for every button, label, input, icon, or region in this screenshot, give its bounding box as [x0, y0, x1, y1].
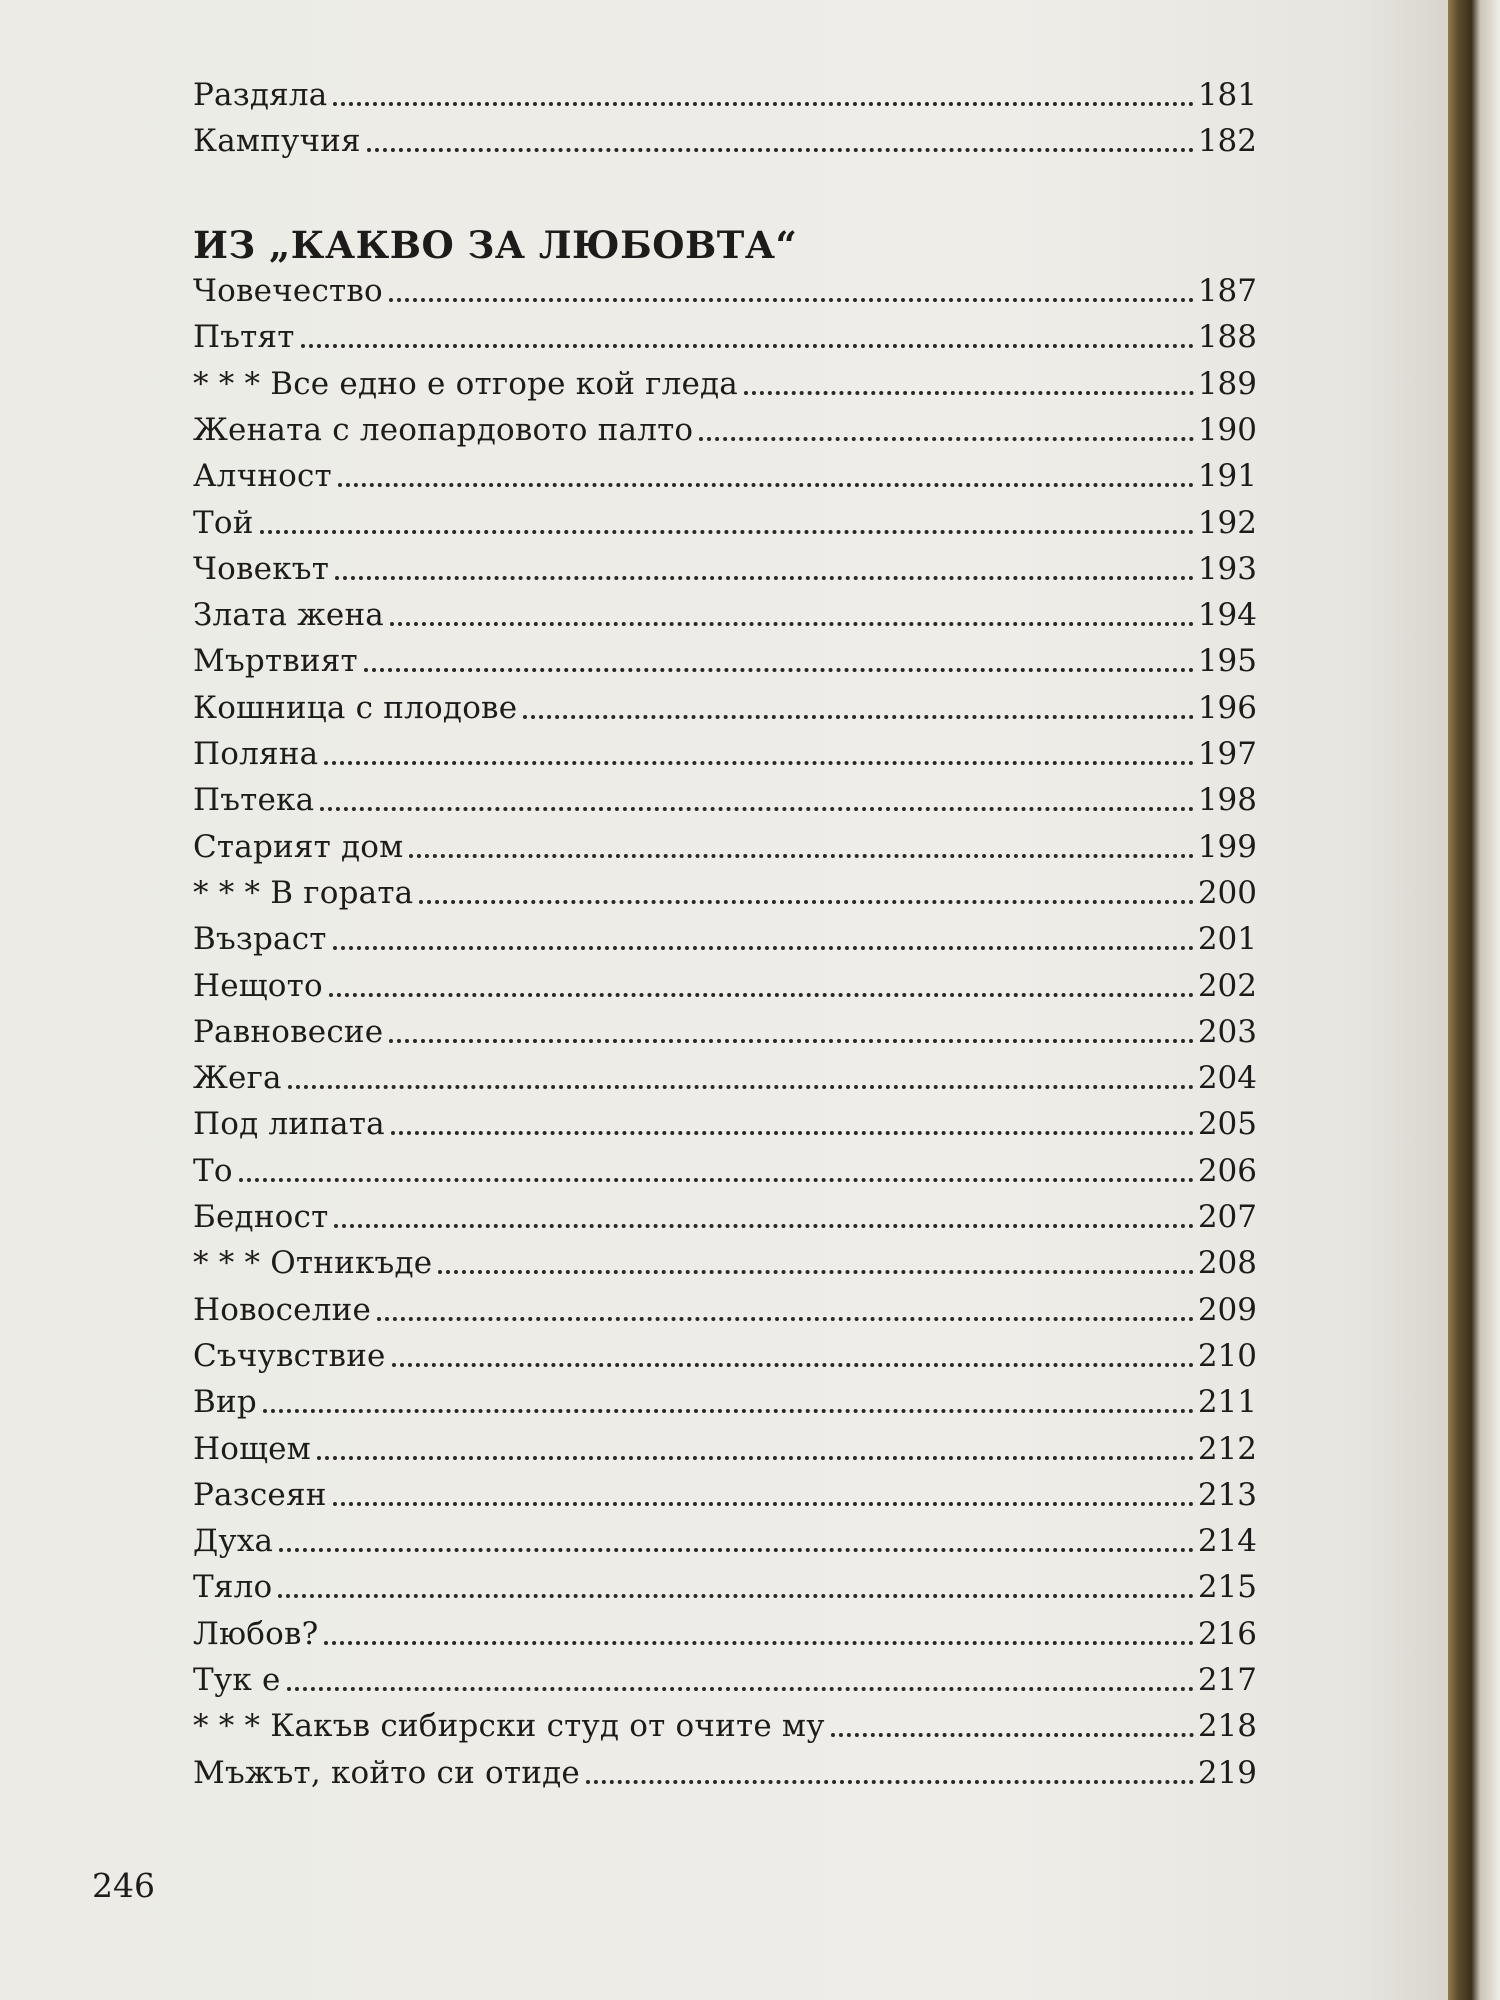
dot-leader	[831, 1733, 1194, 1737]
toc-entry	[193, 1750, 1257, 1796]
toc-entry	[193, 1564, 1257, 1610]
dot-leader	[279, 1548, 1194, 1552]
dot-leader	[263, 1409, 1194, 1413]
toc-entry-title: Възраст	[193, 921, 327, 958]
toc-entry	[193, 1703, 1257, 1749]
dot-leader	[260, 530, 1194, 534]
toc-entry-page: 203	[1197, 1013, 1257, 1050]
toc-entry-page: 188	[1197, 319, 1257, 356]
toc-entry-title: Бедност	[193, 1199, 329, 1235]
toc-entry-title: Тук е	[193, 1662, 281, 1698]
toc-entry	[193, 777, 1257, 823]
toc-entry-title: Съчувствие	[193, 1337, 386, 1374]
dot-leader	[699, 437, 1194, 441]
toc-entry-title: Мъртвият	[193, 643, 358, 680]
toc-entry-title: Човекът	[193, 550, 330, 587]
dot-leader	[367, 148, 1194, 152]
toc-entry-page: 193	[1197, 550, 1257, 587]
dot-leader	[438, 1270, 1194, 1274]
toc-entry	[193, 1611, 1257, 1657]
dot-leader	[586, 1780, 1194, 1784]
toc-entry	[193, 500, 1257, 546]
toc-entry-title: Нощем	[193, 1430, 311, 1467]
toc-entry-page: 196	[1197, 689, 1257, 726]
toc-entry	[193, 1472, 1257, 1518]
toc-entry-page: 210	[1197, 1337, 1257, 1374]
toc-entry-page: 201	[1197, 921, 1257, 958]
toc-entry	[193, 361, 1257, 407]
book-gutter	[1448, 0, 1500, 2000]
toc-entry-page: 202	[1197, 967, 1257, 1004]
toc-entry	[193, 1055, 1257, 1101]
toc-entry-page: 181	[1197, 77, 1257, 113]
toc-entry-page: 217	[1197, 1662, 1257, 1698]
dot-leader	[419, 900, 1193, 904]
toc-entry-title: Алчност	[193, 458, 332, 495]
dot-leader	[333, 946, 1194, 950]
dot-leader	[390, 622, 1194, 626]
toc-entry	[193, 1657, 1257, 1703]
toc-entry-title: Човечество	[193, 273, 383, 309]
dot-leader	[377, 1317, 1194, 1321]
toc-entry-title: То	[193, 1152, 233, 1189]
dot-leader	[389, 298, 1194, 302]
toc-entry	[193, 268, 1257, 314]
toc-entry-title: Под липата	[193, 1106, 385, 1143]
toc-entry	[193, 963, 1257, 1009]
toc-entry-title: Кампучия	[193, 123, 361, 159]
toc-entry-title: Пътят	[193, 319, 295, 356]
toc-entry	[193, 870, 1257, 916]
toc-entry-title: Вир	[193, 1384, 257, 1421]
dot-leader	[317, 1456, 1194, 1460]
toc-entry-title: * * * Все едно е отгоре кой гледа	[193, 365, 738, 402]
toc-entry-page: 208	[1197, 1245, 1257, 1282]
dot-leader	[324, 761, 1194, 765]
toc-entry	[193, 1194, 1257, 1240]
dot-leader	[744, 391, 1194, 395]
toc-entry-page: 207	[1197, 1199, 1257, 1235]
toc-entry-page: 209	[1197, 1291, 1257, 1328]
toc-entry-title: Раздяла	[193, 77, 328, 113]
dot-leader	[333, 1502, 1194, 1506]
toc-entry-title: Духа	[193, 1523, 274, 1560]
toc-entry-page: 182	[1197, 123, 1257, 159]
toc-entry-page: 218	[1197, 1708, 1257, 1745]
dot-leader	[338, 483, 1194, 487]
toc-entry	[193, 1101, 1257, 1147]
toc-entry-page: 191	[1197, 458, 1257, 495]
section-title: ИЗ „КАКВО ЗА ЛЮБОВТА“	[193, 223, 798, 267]
toc-entry	[193, 1240, 1257, 1286]
toc-entry-title: Тяло	[193, 1569, 273, 1606]
toc-entry-title: Той	[193, 504, 254, 541]
toc-entry-title: Поляна	[193, 736, 319, 772]
toc-entry-page: 212	[1197, 1430, 1257, 1467]
dot-leader	[278, 1594, 1193, 1598]
toc-entry-title: Пътека	[193, 782, 315, 819]
toc-entry	[193, 314, 1257, 360]
toc-entry-title: Жега	[193, 1060, 282, 1097]
toc-entry	[193, 1287, 1257, 1333]
toc-entry	[193, 407, 1257, 453]
dot-leader	[335, 576, 1194, 580]
dot-leader	[364, 668, 1194, 672]
toc-entry-page: 199	[1197, 828, 1257, 865]
toc-entry	[193, 1148, 1257, 1194]
toc-entry-page: 204	[1197, 1060, 1257, 1097]
toc-entry	[193, 1426, 1257, 1472]
toc-entry-title: * * * Отникъде	[193, 1245, 433, 1282]
toc-entry	[193, 685, 1257, 731]
toc-entry-page: 194	[1197, 597, 1257, 634]
toc-entry-title: Старият дом	[193, 828, 404, 865]
toc-entry-page: 198	[1197, 782, 1257, 819]
toc-entry	[193, 546, 1257, 592]
toc-entry	[193, 72, 1257, 118]
toc-entry-page: 187	[1197, 273, 1257, 309]
toc-entry-page: 197	[1197, 736, 1257, 772]
toc-entry	[193, 1333, 1257, 1379]
toc-entry-page: 200	[1197, 874, 1257, 911]
dot-leader	[324, 1641, 1193, 1645]
dot-leader	[409, 854, 1193, 858]
toc-entry	[193, 1379, 1257, 1425]
toc-entry	[193, 592, 1257, 638]
toc-entry-page: 213	[1197, 1476, 1257, 1513]
toc-entry-page: 206	[1197, 1152, 1257, 1189]
toc-entry-title: Кошница с плодове	[193, 689, 518, 726]
toc-entry	[193, 731, 1257, 777]
toc-entry-page: 215	[1197, 1569, 1257, 1606]
toc-entry-title: Нещото	[193, 967, 323, 1004]
toc-entry-page: 219	[1197, 1754, 1257, 1791]
toc-entry-title: Злата жена	[193, 597, 384, 634]
toc-entry-page: 211	[1197, 1384, 1257, 1421]
dot-leader	[334, 1224, 1193, 1228]
toc-entry-title: Мъжът, който си отиде	[193, 1754, 580, 1791]
toc-entry-page: 192	[1197, 504, 1257, 541]
toc-entry	[193, 118, 1257, 164]
toc-entry	[193, 453, 1257, 499]
dot-leader	[287, 1687, 1194, 1691]
toc-entry-title: Разсеян	[193, 1476, 327, 1513]
dot-leader	[391, 1131, 1194, 1135]
toc-entry	[193, 824, 1257, 870]
toc-entry-title: Новоселие	[193, 1291, 372, 1328]
toc-entry	[193, 1009, 1257, 1055]
toc-entry-title: * * * В гората	[193, 874, 414, 911]
toc-entry-title: Жената с леопардовото палто	[193, 411, 694, 448]
toc-entry-title: * * * Какъв сибирски студ от очите му	[193, 1708, 825, 1745]
dot-leader	[301, 344, 1194, 348]
toc-entry	[193, 1518, 1257, 1564]
dot-leader	[523, 715, 1194, 719]
dot-leader	[389, 1039, 1194, 1043]
toc-entry-page: 205	[1197, 1106, 1257, 1143]
dot-leader	[288, 1085, 1194, 1089]
dot-leader	[329, 993, 1194, 997]
toc-entry-title: Любов?	[193, 1615, 319, 1652]
dot-leader	[320, 807, 1194, 811]
toc-entry-page: 190	[1197, 411, 1257, 448]
dot-leader	[333, 102, 1193, 106]
toc-entry-page: 214	[1197, 1523, 1257, 1560]
toc-entry-title: Равновесие	[193, 1013, 384, 1050]
toc-entry	[193, 638, 1257, 684]
dot-leader	[392, 1363, 1194, 1367]
dot-leader	[239, 1178, 1194, 1182]
page-number: 246	[92, 1866, 155, 1905]
toc-entry-page: 216	[1197, 1615, 1257, 1652]
toc-entry-page: 195	[1197, 643, 1257, 680]
toc-entry-page: 189	[1197, 365, 1257, 402]
toc-entry	[193, 916, 1257, 962]
